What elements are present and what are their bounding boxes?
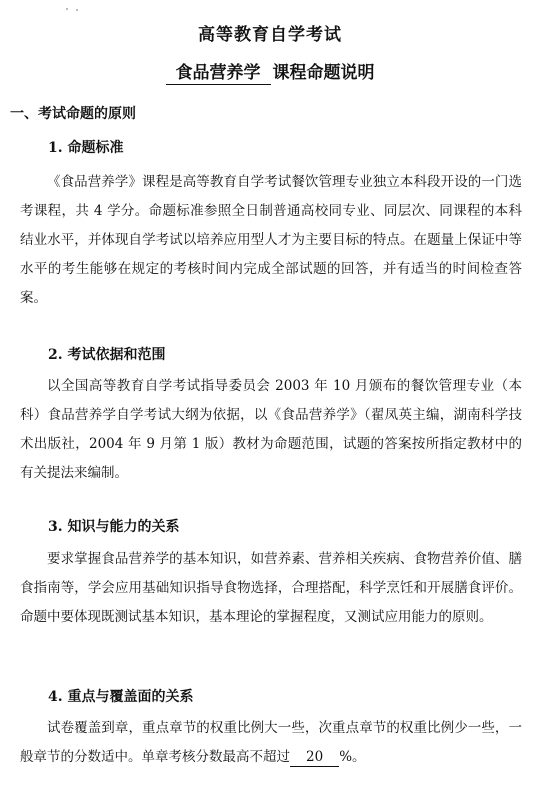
document-subtitle xyxy=(0,58,540,85)
section-heading: 一、考试命题的原则 xyxy=(10,106,136,122)
course-name: 食品营养学 xyxy=(166,58,271,85)
paragraph-4-text: 试卷覆盖到章，重点章节的权重比例大一些，次重点章节的权重比例少一些，一般章节的分数适中。单章考核分数最高不超过 xyxy=(20,720,522,765)
scan-speck xyxy=(66,8,68,10)
item-heading-1: 1. 命题标准 xyxy=(48,140,124,156)
paragraph-4-tail: %。 xyxy=(339,749,366,765)
scan-speck xyxy=(76,9,78,11)
item-paragraph-4 xyxy=(20,714,522,772)
max-score-blank: 20 xyxy=(290,748,339,767)
item-heading-2: 2. 考试依据和范围 xyxy=(48,347,166,363)
item-heading-3: 3. 知识与能力的关系 xyxy=(48,519,180,535)
subtitle-rest: 课程命题说明 xyxy=(272,63,375,83)
item-paragraph-2: 以全国高等教育自学考试指导委员会 2003 年 10 月颁布的餐饮管理专业（本科）食品营养学自学考试大纲为依据，以《食品营养学》（翟凤英主编，湖南科学技术出版社，2004 年 9 月第 1 版）教材为命题范围，试题的答案按所指定教材中的有关提法来编制。 xyxy=(20,378,522,481)
document-title: 高等教育自学考试 xyxy=(198,25,342,45)
item-paragraph-1: 《食品营养学》课程是高等教育自学考试餐饮管理专业独立本科段开设的一门选考课程，共 4 学分。命题标准参照全日制普通高校同专业、同层次、同课程的本科结业水平，并体现自学考试以培养应用型人才为主要目标的特点。在题量上保证中等水平的考生能够在规定的考核时间内完成全部试题的回答，并有适当的时间检查答案。 xyxy=(20,174,522,306)
item-paragraph-3: 要求掌握食品营养学的基本知识，如营养素、营养相关疾病、食物营养价值、膳食指南等，学会应用基础知识指导食物选择，合理搭配，科学烹饪和开展膳食评价。命题中要体现既测试基本知识，基本理论的掌握程度，又测试应用能力的原则。 xyxy=(20,551,522,625)
item-heading-4: 4. 重点与覆盖面的关系 xyxy=(48,689,194,705)
